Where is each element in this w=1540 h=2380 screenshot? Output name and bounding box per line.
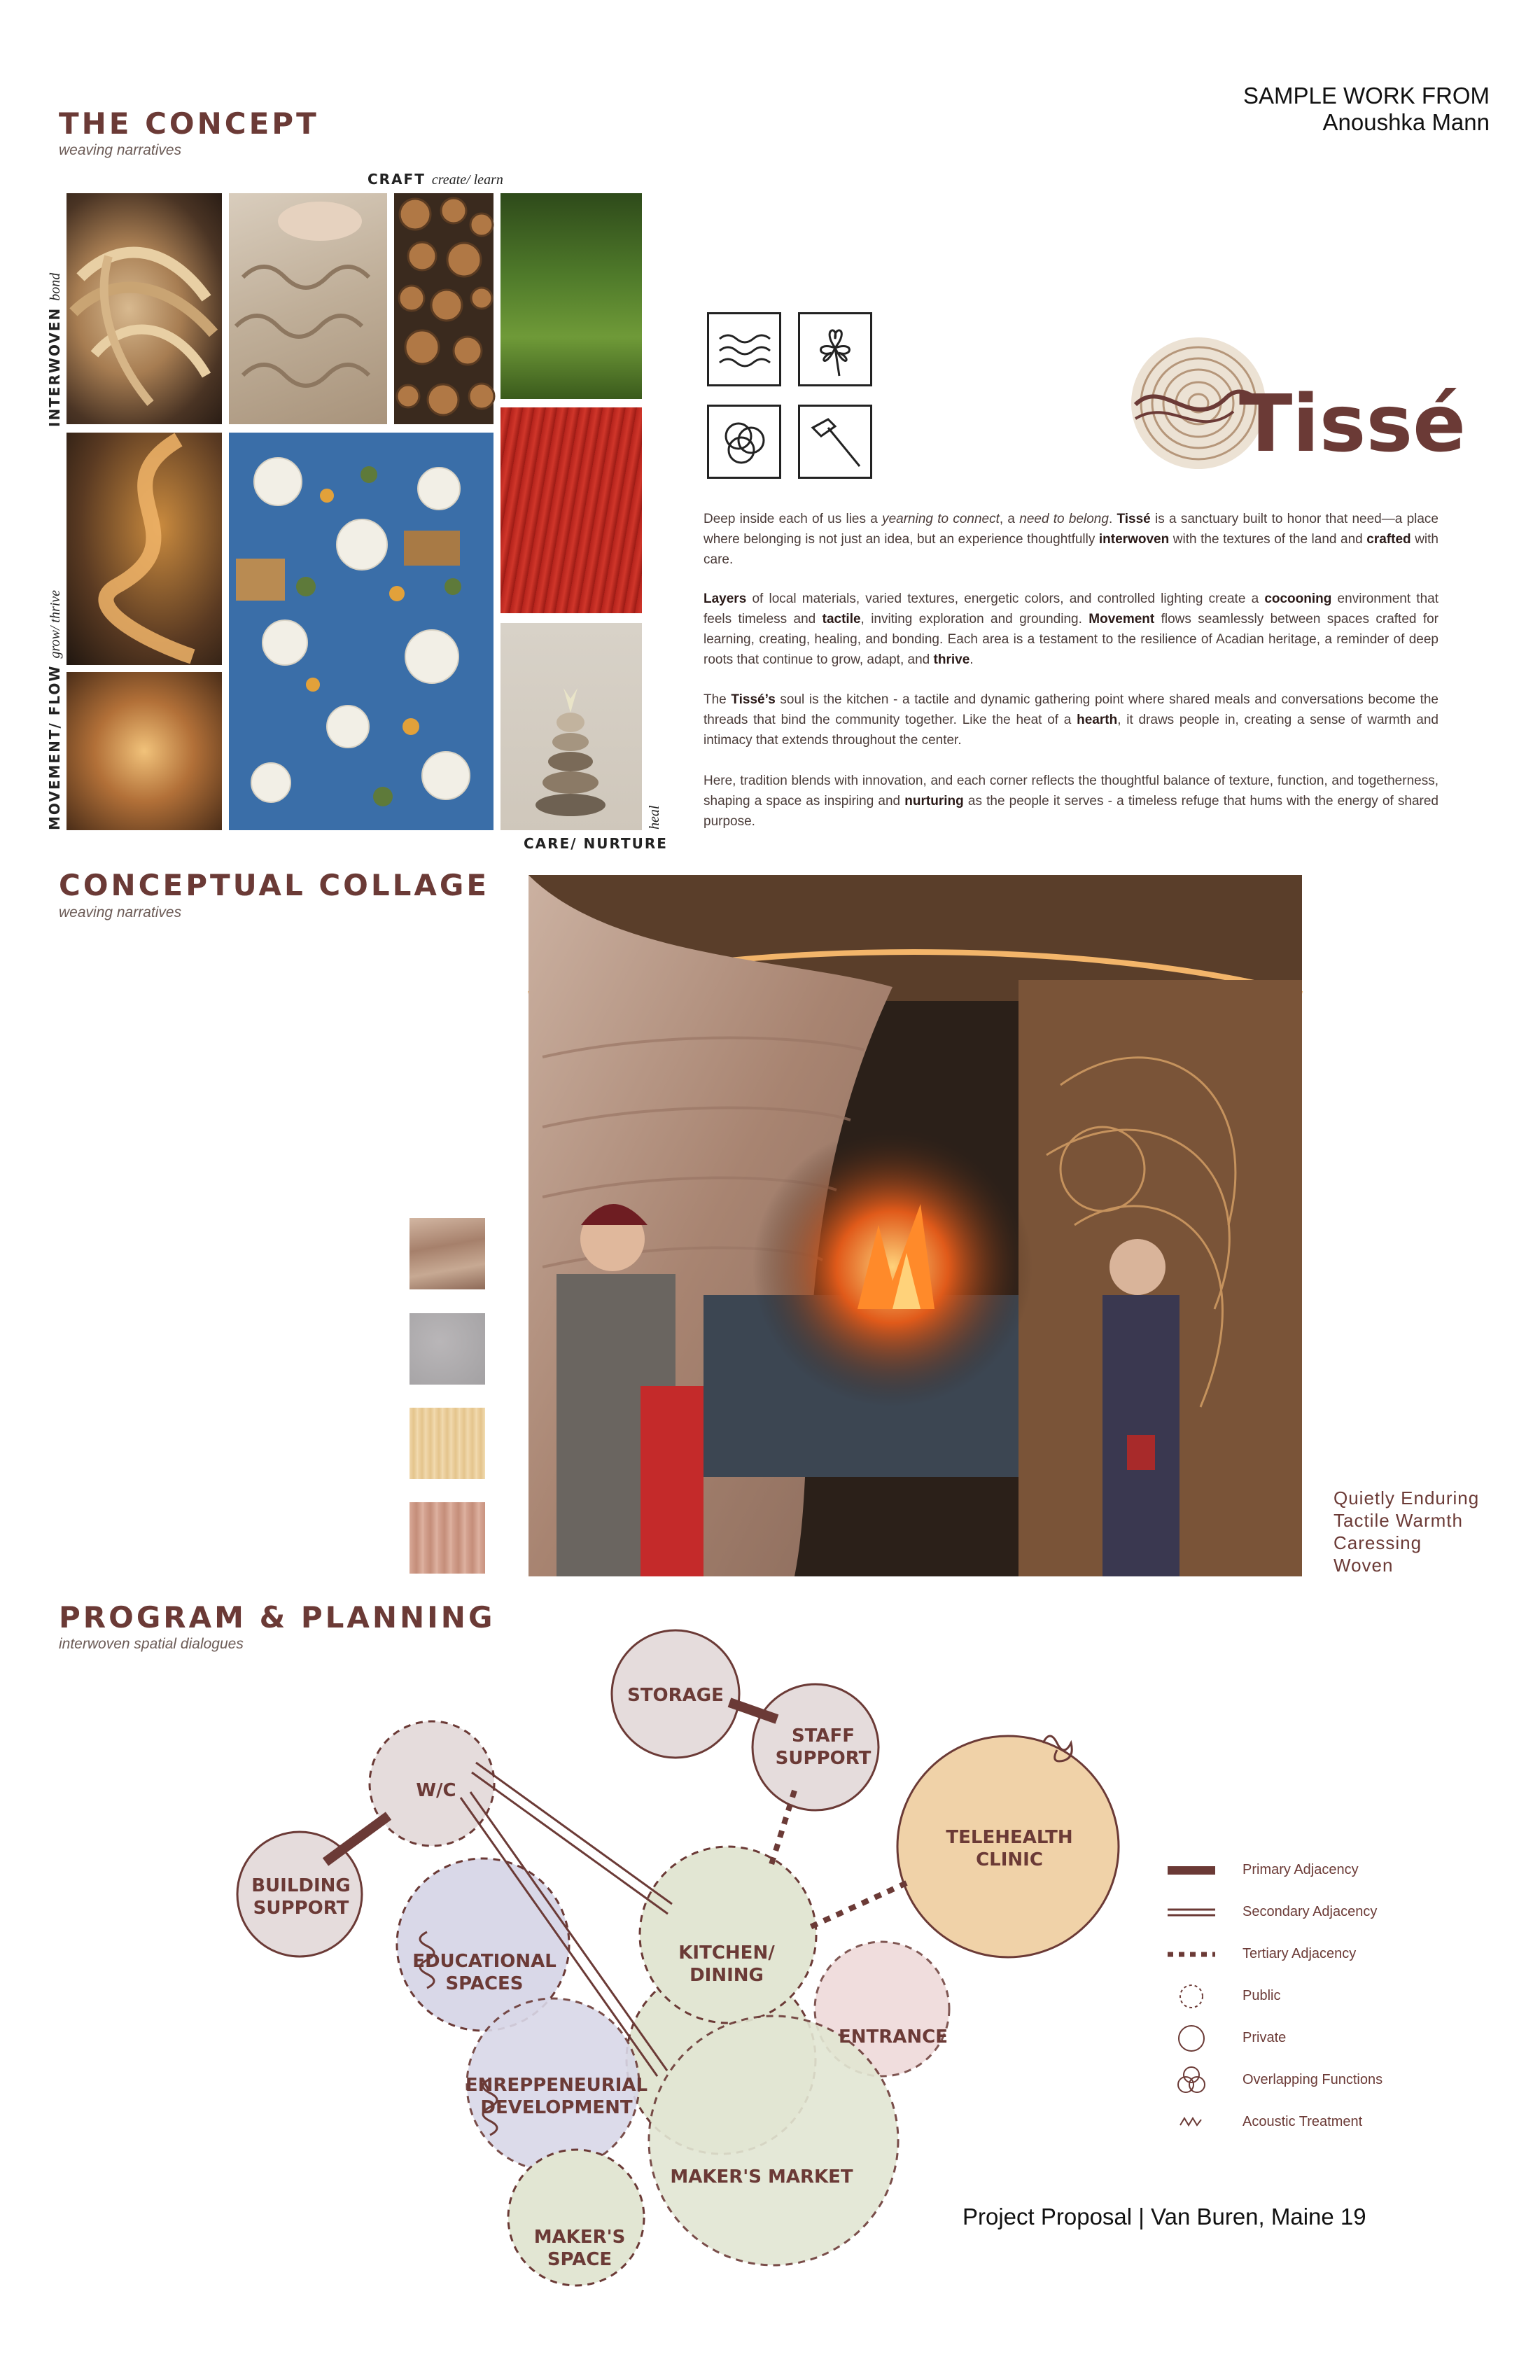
table-spread-graphic xyxy=(229,433,493,830)
label-kitchen-2: DINING xyxy=(690,1965,764,1986)
bubble-staff-support xyxy=(752,1684,878,1810)
text-run: Layers xyxy=(704,592,747,606)
label-educational-1: EDUCATIONAL xyxy=(412,1951,556,1972)
text-run: cocooning xyxy=(1264,592,1332,606)
concept-paragraph-1 xyxy=(704,509,1438,570)
label-craft xyxy=(368,171,503,188)
label-movement-italic: grow/ thrive xyxy=(48,589,63,659)
text-run: Movement xyxy=(1088,612,1155,626)
text-run: flows seamlessly between spaces crafted for learning, creating, healing, and bonding. Each area is a testament to the resilience of Acadian heritage, a reminder of deep roots that continue to grow, adapt, and xyxy=(704,612,1438,667)
secondary-adjacency-icon xyxy=(1162,1898,1218,1926)
text-run: nurturing xyxy=(904,794,964,808)
label-care: CARE/ NURTURE xyxy=(524,835,668,852)
label-movement xyxy=(46,590,64,830)
text-run: . xyxy=(969,652,974,667)
label-heal-italic: heal xyxy=(647,805,662,830)
text-run: . xyxy=(1108,512,1117,526)
label-storage: STORAGE xyxy=(627,1685,724,1706)
concept-subtitle: weaving narratives xyxy=(59,142,182,158)
material-swatch-light-wood xyxy=(410,1408,485,1479)
sample-line-1: SAMPLE WORK FROM xyxy=(1242,83,1490,108)
text-run: as the people it serves - a timeless refuge that hums with the energy of shared purpose. xyxy=(704,794,1439,829)
legend-secondary-label: Secondary Adjacency xyxy=(1242,1904,1378,1919)
photo-wood-carving xyxy=(229,193,387,424)
label-building-2: SUPPORT xyxy=(253,1898,349,1919)
label-craft-italic: create/ learn xyxy=(431,172,503,188)
photo-woven-basket xyxy=(66,193,222,424)
label-craft-text: CRAFT xyxy=(368,171,426,188)
label-staff-1: STAFF xyxy=(791,1726,855,1746)
public-dashed-circle-icon xyxy=(1162,1982,1218,2010)
text-run: Tissé xyxy=(1116,512,1151,526)
keyword-4: Woven xyxy=(1334,1555,1394,1576)
log-ends-graphic xyxy=(394,193,493,424)
text-run: hearth xyxy=(1077,713,1118,727)
legend-tertiary-label: Tertiary Adjacency xyxy=(1242,1946,1357,1961)
primary-adjacency-icon xyxy=(1162,1856,1218,1884)
program-subtitle: interwoven spatial dialogues xyxy=(59,1636,244,1652)
keyword-2: Tactile Warmth xyxy=(1334,1510,1463,1531)
text-run: yearning to connect xyxy=(882,512,1000,526)
collage-keywords xyxy=(1334,1487,1479,1576)
label-makers-space-1: MAKER'S xyxy=(533,2227,626,2248)
concept-paragraph-3 xyxy=(704,690,1438,750)
label-interwoven-text: INTERWOVEN xyxy=(46,307,63,427)
legend-private-label: Private xyxy=(1242,2030,1287,2045)
text-run: soul is the kitchen - a tactile and dynamic gathering point where shared meals and conversations become the threads that bind the community together. Like the heat of a xyxy=(704,692,1439,727)
wave-ribbon-graphic xyxy=(66,433,222,665)
hammer-icon xyxy=(798,405,872,479)
label-entre-2: DEVELOPMENT xyxy=(480,2097,633,2118)
legend-acoustic-label: Acoustic Treatment xyxy=(1242,2114,1363,2129)
page-number: 19 xyxy=(1340,2204,1366,2230)
label-wc: W/C xyxy=(416,1780,456,1801)
legend-public-label: Public xyxy=(1242,1988,1281,2003)
concept-title: THE CONCEPT xyxy=(59,106,319,141)
text-run: The xyxy=(704,692,732,707)
material-swatch-stone xyxy=(410,1313,485,1385)
photo-log-stack xyxy=(394,193,493,424)
text-run: thrive xyxy=(933,652,970,667)
keyword-1: Quietly Enduring xyxy=(1334,1488,1480,1508)
label-kitchen-1: KITCHEN/ xyxy=(678,1942,775,1963)
keyword-3: Caressing xyxy=(1334,1532,1422,1553)
text-run: , it draws people in, creating a sense of warmth and intimacy that extends throughout the center. xyxy=(704,713,1438,748)
label-interwoven-italic: bond xyxy=(48,272,63,301)
acoustic-treatment-icon xyxy=(1162,2108,1218,2136)
text-run: environment that feels timeless and xyxy=(704,592,1438,626)
private-circle-icon xyxy=(1162,2024,1218,2052)
basket-weave-graphic xyxy=(66,193,222,424)
label-entrance: ENTRANCE xyxy=(839,2026,948,2047)
text-run: with care. xyxy=(704,532,1438,567)
overlapping-circles-icon xyxy=(707,405,781,479)
text-run: is a sanctuary built to honor that need—a place where belonging is not just an idea, but an experience thoughtfully xyxy=(704,512,1438,547)
primary-adjacency-building-wc xyxy=(326,1816,388,1862)
footer-text: Project Proposal | Van Buren, Maine xyxy=(962,2204,1334,2230)
photo-curved-wood-light xyxy=(66,433,222,665)
label-telehealth-1: TELEHEALTH xyxy=(946,1827,1073,1848)
label-interwoven xyxy=(46,273,64,427)
stones-graphic xyxy=(500,623,642,830)
text-run: , inviting exploration and grounding. xyxy=(860,612,1089,626)
text-run: , a xyxy=(999,512,1020,526)
carving-pattern-graphic xyxy=(229,193,387,424)
photo-red-knit xyxy=(500,407,642,613)
photo-stacked-stones xyxy=(500,623,642,830)
text-run: interwoven xyxy=(1098,532,1170,547)
hearth-scene-graphic xyxy=(528,875,1302,1576)
legend-primary-label: Primary Adjacency xyxy=(1242,1862,1359,1877)
brand-name: Tissé xyxy=(1239,379,1466,470)
bubble-makers-market-large xyxy=(649,2016,898,2265)
label-building-1: BUILDING xyxy=(251,1875,351,1896)
sample-line-2: Anoushka Mann xyxy=(1322,109,1490,135)
tertiary-adjacency-telehealth-kitchen xyxy=(808,1883,906,1928)
text-run: Here, tradition blends with innovation, and each corner reflects the thoughtful balance of texture, function, and togetherness, shaping a space as inspiring and xyxy=(704,774,1438,808)
text-run: need to belong xyxy=(1019,512,1109,526)
text-run: Deep inside each of us lies a xyxy=(704,512,883,526)
collage-hearth-image xyxy=(528,875,1302,1576)
collage-subtitle: weaving narratives xyxy=(59,904,182,920)
photo-grass-field xyxy=(500,193,642,399)
page-footer xyxy=(962,2204,1366,2230)
bubble-kitchen xyxy=(640,1847,816,2023)
label-makers-space-2: SPACE xyxy=(547,2249,612,2270)
overlapping-functions-icon xyxy=(1162,2066,1218,2094)
text-run: crafted xyxy=(1366,532,1411,547)
text-run: Tissé’s xyxy=(731,692,776,707)
text-run: of local materials, varied textures, energetic colors, and controlled lighting create a xyxy=(746,592,1265,606)
tertiary-adjacency-icon xyxy=(1162,1940,1218,1968)
sample-work-credit xyxy=(1243,83,1490,136)
label-movement-text: MOVEMENT/ FLOW xyxy=(46,664,63,830)
photo-shared-table xyxy=(229,433,493,830)
concept-paragraph-2 xyxy=(704,589,1438,670)
label-educational-2: SPACES xyxy=(445,1973,524,1994)
label-entre-1: ENREPPENEURIAL xyxy=(465,2075,648,2096)
photo-light-reflection xyxy=(66,672,222,830)
text-run: with the textures of the land and xyxy=(1169,532,1367,547)
program-title: PROGRAM & PLANNING xyxy=(59,1600,496,1634)
material-swatch-rammed-earth xyxy=(410,1218,485,1289)
concept-paragraph-4 xyxy=(704,771,1438,832)
material-swatch-terracotta xyxy=(410,1502,485,1574)
bubble-diagram xyxy=(0,1610,1073,2310)
label-heal xyxy=(645,806,663,830)
label-telehealth-2: CLINIC xyxy=(976,1849,1043,1870)
label-staff-2: SUPPORT xyxy=(775,1748,872,1769)
label-makers-market: MAKER'S MARKET xyxy=(670,2166,853,2188)
clover-icon xyxy=(798,312,872,386)
waves-icon xyxy=(707,312,781,386)
text-run: tactile xyxy=(822,612,861,626)
collage-title: CONCEPTUAL COLLAGE xyxy=(59,868,490,902)
legend-overlapping-label: Overlapping Functions xyxy=(1242,2072,1383,2087)
